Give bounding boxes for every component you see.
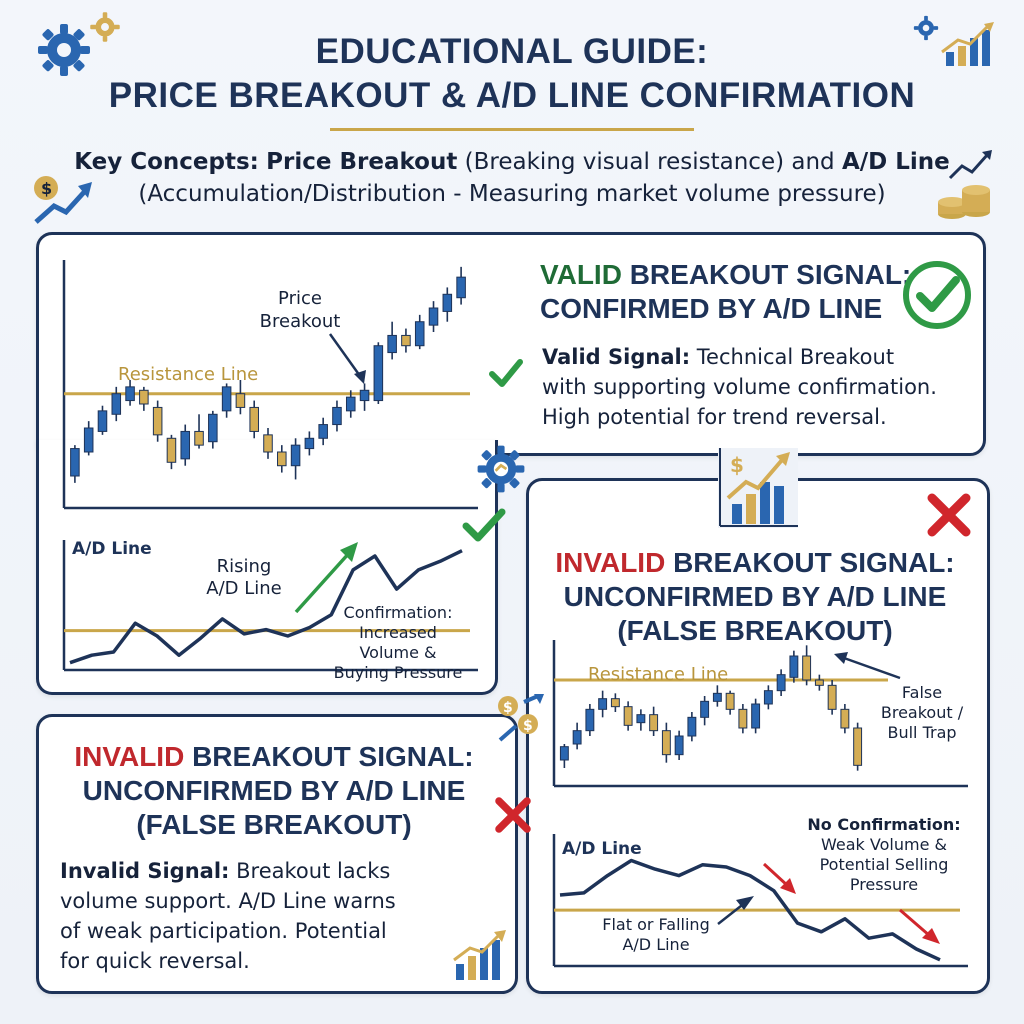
candle-body — [415, 322, 424, 346]
valid-price-chart — [58, 250, 478, 510]
cross-icon — [494, 796, 532, 834]
false-breakout-arrow — [844, 658, 900, 678]
invalid-left-text-3: of weak participation. Potential — [60, 919, 387, 943]
false-label-3: Bull Trap — [887, 723, 957, 742]
candle-body — [713, 693, 721, 701]
falling-arrow-2 — [900, 910, 930, 936]
breakout-arrow — [330, 334, 360, 376]
candle-body — [815, 680, 823, 685]
confirmation-label-4: Buying Pressure — [333, 663, 463, 682]
invalid-right-heading-line2: UNCONFIRMED BY A/D LINE — [563, 581, 947, 612]
concepts-term-ad-line: A/D Line — [841, 149, 950, 175]
candle-body — [726, 693, 734, 709]
candle-body — [153, 407, 162, 434]
candle-body — [333, 407, 342, 424]
cross-icon — [926, 492, 972, 538]
candle-body — [374, 346, 383, 401]
growth-chart-icon — [718, 448, 798, 528]
rising-arrow — [296, 552, 350, 612]
check-circle-icon — [900, 258, 974, 332]
breakout-label-2: Breakout — [259, 311, 341, 332]
svg-text:$: $ — [730, 453, 744, 477]
ad-label: A/D Line — [562, 839, 642, 859]
candle-body — [264, 435, 273, 452]
invalid-left-text-1: Breakout lacks — [236, 859, 391, 883]
concepts-desc-1: (Breaking visual resistance) and — [464, 149, 835, 175]
key-concepts — [60, 146, 964, 210]
valid-word: VALID — [540, 259, 622, 290]
invalid-ad-chart — [548, 814, 968, 974]
candle-body — [624, 707, 632, 726]
flat-label-2: A/D Line — [622, 935, 690, 954]
page-title-line1: EDUCATIONAL GUIDE: — [315, 32, 709, 71]
candle-body — [291, 445, 300, 466]
candle-body — [278, 452, 287, 466]
candle-body — [167, 438, 176, 462]
false-breakout-arrowhead — [834, 652, 848, 664]
candle-body — [854, 728, 862, 765]
falling-arrow-1 — [764, 864, 788, 886]
valid-ad-chart — [58, 530, 478, 680]
valid-heading-line2: CONFIRMED BY A/D LINE — [540, 293, 883, 324]
valid-heading-rest: BREAKOUT SIGNAL: — [629, 259, 912, 290]
candle-body — [429, 308, 438, 325]
svg-text:$: $ — [503, 700, 513, 716]
invalid-right-word: INVALID — [555, 547, 666, 578]
candle-body — [573, 731, 581, 744]
confirmation-label-3: Volume & — [359, 643, 437, 662]
page-title-line2: PRICE BREAKOUT & A/D LINE CONFIRMATION — [108, 76, 916, 115]
check-icon — [488, 358, 524, 388]
candle-body — [84, 428, 93, 452]
candle-body — [841, 709, 849, 728]
invalid-left-lead: Invalid Signal: — [60, 859, 230, 883]
invalid-left-heading-rest: BREAKOUT SIGNAL: — [192, 741, 474, 772]
candle-body — [112, 394, 121, 415]
flat-label-1: Flat or Falling — [602, 915, 710, 934]
candle-body — [777, 675, 785, 691]
valid-text-1: Technical Breakout — [696, 345, 895, 369]
invalid-left-description — [60, 856, 500, 976]
valid-lead: Valid Signal: — [542, 345, 691, 369]
breakout-label-1: Price — [278, 288, 322, 309]
svg-text:$: $ — [41, 179, 53, 198]
false-label-2: Breakout / — [880, 703, 964, 722]
resistance-label: Resistance Line — [118, 364, 259, 385]
candle-body — [98, 411, 107, 432]
candle-body — [319, 425, 328, 439]
invalid-left-heading-line3: (FALSE BREAKOUT) — [136, 809, 412, 840]
candle-body — [457, 277, 466, 298]
candle-body — [586, 709, 594, 730]
growth-chart-icon — [452, 928, 508, 982]
candle-body — [701, 701, 709, 717]
candle-body — [140, 390, 149, 404]
candle-body — [752, 704, 760, 728]
invalid-left-heading-line1 — [44, 740, 504, 774]
candle-body — [222, 387, 231, 411]
candle-body — [688, 717, 696, 736]
invalid-right-heading-rest: BREAKOUT SIGNAL: — [673, 547, 955, 578]
confirmation-label-2: Increased — [359, 623, 437, 642]
candle-body — [599, 699, 607, 710]
candle-body — [611, 699, 619, 707]
invalid-left-text-4: for quick reversal. — [60, 949, 250, 973]
candle-body — [675, 736, 683, 755]
candle-body — [209, 414, 218, 441]
resistance-label: Resistance Line — [588, 664, 729, 685]
candle-body — [662, 731, 670, 755]
valid-text-3: High potential for trend reversal. — [542, 405, 887, 429]
candle-body — [764, 691, 772, 704]
candle-body — [181, 431, 190, 458]
title-divider — [330, 128, 694, 131]
confirmation-label-1: Confirmation: — [343, 603, 453, 622]
candle-body — [388, 335, 397, 352]
concepts-lead: Key Concepts: — [74, 149, 259, 175]
candle-body — [360, 390, 369, 400]
valid-text-2: with supporting volume confirmation. — [542, 375, 937, 399]
rising-label-2: A/D Line — [206, 578, 282, 599]
candle-body — [637, 715, 645, 723]
gear-icon — [474, 442, 528, 496]
noconf-label-2: Weak Volume & — [821, 835, 947, 854]
candle-body — [739, 709, 747, 728]
concepts-desc-2: (Accumulation/Distribution - Measuring market volume pressure) — [138, 181, 886, 207]
candle-body — [305, 438, 314, 448]
candle-body — [236, 394, 245, 408]
invalid-left-word: INVALID — [74, 741, 185, 772]
candle-body — [250, 407, 259, 431]
noconf-label-3: Potential Selling — [819, 855, 949, 874]
noconf-label-1: No Confirmation: — [807, 815, 961, 834]
noconf-label-4: Pressure — [849, 875, 919, 894]
rising-label-1: Rising — [216, 556, 272, 577]
valid-heading-line1 — [540, 258, 911, 292]
svg-text:$: $ — [523, 718, 533, 734]
invalid-right-heading-line3: (FALSE BREAKOUT) — [617, 615, 893, 646]
invalid-right-heading-line1 — [540, 546, 970, 580]
candle-body — [650, 715, 658, 731]
candle-body — [126, 387, 135, 401]
false-label-1: False — [901, 683, 943, 702]
candle-body — [560, 747, 568, 760]
invalid-left-heading-line2: UNCONFIRMED BY A/D LINE — [82, 775, 466, 806]
dollar-icon — [494, 694, 546, 744]
concepts-term-price-breakout: Price Breakout — [266, 149, 458, 175]
invalid-price-chart — [548, 640, 968, 790]
ad-label: A/D Line — [72, 539, 152, 559]
candle-body — [443, 294, 452, 311]
check-icon — [462, 508, 506, 544]
candle-body — [828, 685, 836, 709]
candle-body — [346, 397, 355, 411]
candle-body — [402, 335, 411, 345]
candle-body — [790, 656, 798, 677]
invalid-left-text-2: volume support. A/D Line warns — [60, 889, 396, 913]
candle-body — [71, 449, 80, 476]
candle-body — [195, 431, 204, 445]
valid-description — [542, 342, 962, 432]
candle-body — [803, 656, 811, 680]
